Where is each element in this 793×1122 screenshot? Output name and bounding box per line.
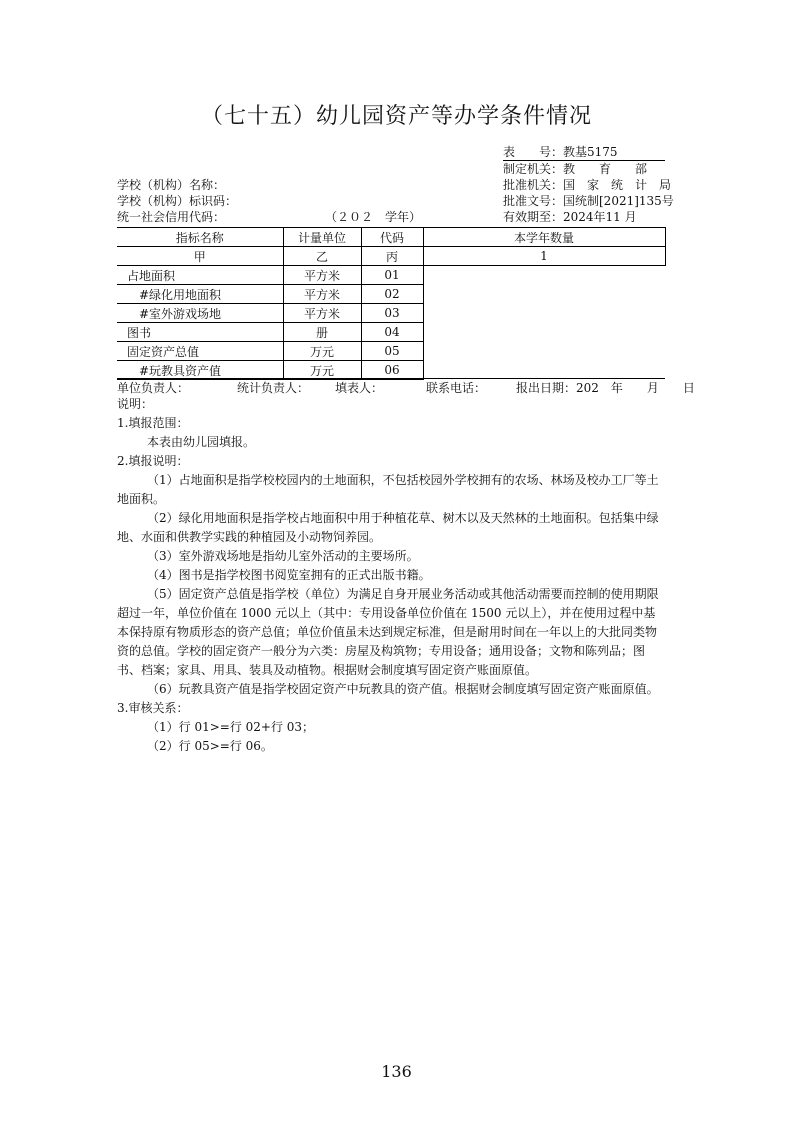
stat-head-label: 统计负责人：	[237, 381, 310, 395]
page-title: （七十五）幼儿园资产等办学条件情况	[200, 104, 592, 129]
row-unit: 万元	[283, 342, 361, 361]
notes-section-1-title: 1.填报范围：	[117, 416, 189, 430]
row-name: 固定资产总值	[117, 342, 283, 361]
notes-paragraph: （3）室外游戏场地是指幼儿室外活动的主要场所。	[147, 549, 419, 563]
row-unit: 平方米	[283, 304, 361, 323]
notes-paragraph: （2）绿化用地面积是指学校占地面积中用于种植花草、树木以及天然林的土地面积。包括集中绿地、水面和供教学实践的种植园及小动物饲养园。	[117, 511, 659, 544]
notes-paragraph: 本表由幼儿园填报。	[147, 435, 256, 449]
assets-table	[117, 227, 666, 380]
table-header-row	[117, 228, 665, 247]
row-code: 05	[361, 342, 423, 361]
approval-document: 批准文号：国统制[2021]135号	[503, 194, 674, 208]
row-name: #绿化用地面积	[117, 285, 283, 304]
notes-heading: 说明：	[117, 397, 154, 411]
subheader-1: 1	[423, 247, 665, 266]
row-code: 06	[361, 361, 423, 380]
notes-section-3-title: 3.审核关系：	[117, 701, 189, 715]
subheader-bing: 丙	[361, 247, 423, 266]
unit-head-label: 单位负责人：	[117, 381, 190, 395]
row-unit: 万元	[283, 361, 361, 380]
valid-until: 有效期至：2024年11 月	[503, 210, 637, 224]
table-bottom-rule	[117, 378, 665, 379]
notes-section	[117, 395, 665, 756]
row-name: #室外游戏场地	[117, 304, 283, 323]
row-name: 占地面积	[117, 266, 283, 285]
report-date-label: 报出日期：202 年 月 日	[516, 381, 695, 395]
approving-agency: 批准机关：国 家 统 计 局	[503, 178, 672, 192]
row-code: 02	[361, 285, 423, 304]
table-subheader-row	[117, 247, 665, 266]
notes-section-2-title: 2.填报说明：	[117, 454, 189, 468]
subheader-yi: 乙	[283, 247, 361, 266]
row-unit: 册	[283, 323, 361, 342]
header-unit: 计量单位	[283, 228, 361, 247]
notes-paragraph: （5）固定资产总值是指学校（单位）为满足自身开展业务活动或其他活动需要而控制的使用期限超过一年，单位价值在 1000 元以上（其中：专用设备单位价值在 1500 元以上），并在使用过程中基本保持原有物质形态的资产总值；单位价值虽未达到规定标准，但是耐用时间在一年以上的大批同类物资的总值。学校的固定资产一般分为六类：房屋及构筑物；专用设备；通用设备；文物和陈列品；图书、档案；家具、用具、装具及动植物。根据财会制度填写固定资产账面原值。	[117, 587, 659, 677]
row-code: 04	[361, 323, 423, 342]
notes-paragraph: （1）占地面积是指学校校园内的土地面积，不包括校园外学校拥有的农场、林场及校办工厂等土地面积。	[117, 473, 659, 506]
notes-paragraph: （6）玩教具资产值是指学校固定资产中玩教具的资产值。根据财会制度填写固定资产账面原值。	[147, 682, 659, 696]
page-number: 136	[381, 1062, 412, 1081]
school-year: （２０２ 学年）	[325, 210, 422, 224]
notes-paragraph: （4）图书是指学校图书阅览室拥有的正式出版书籍。	[147, 568, 431, 582]
row-unit: 平方米	[283, 266, 361, 285]
table-row	[117, 266, 665, 285]
school-code-label: 学校（机构）标识码：	[117, 194, 238, 208]
notes-paragraph: （2）行 05>=行 06。	[147, 739, 273, 753]
row-unit: 平方米	[283, 285, 361, 304]
row-name: 图书	[117, 323, 283, 342]
header-quantity: 本学年数量	[423, 228, 665, 247]
row-code: 03	[361, 304, 423, 323]
phone-label: 联系电话：	[426, 381, 487, 395]
row-quantity[interactable]	[423, 266, 665, 380]
row-name: #玩教具资产值	[117, 361, 283, 380]
header-indicator: 指标名称	[117, 228, 283, 247]
school-name-label: 学校（机构）名称：	[117, 178, 226, 192]
form-number: 表 号：教基5175	[503, 145, 618, 159]
issuing-agency: 制定机关：教 育 部	[503, 162, 648, 176]
credit-code-label: 统一社会信用代码：	[117, 210, 226, 224]
notes-paragraph: （1）行 01>=行 02+行 03；	[147, 720, 315, 734]
subheader-jia: 甲	[117, 247, 283, 266]
meta-underline	[503, 160, 665, 161]
filler-label: 填表人：	[335, 381, 384, 395]
header-code: 代码	[361, 228, 423, 247]
row-code: 01	[361, 266, 423, 285]
